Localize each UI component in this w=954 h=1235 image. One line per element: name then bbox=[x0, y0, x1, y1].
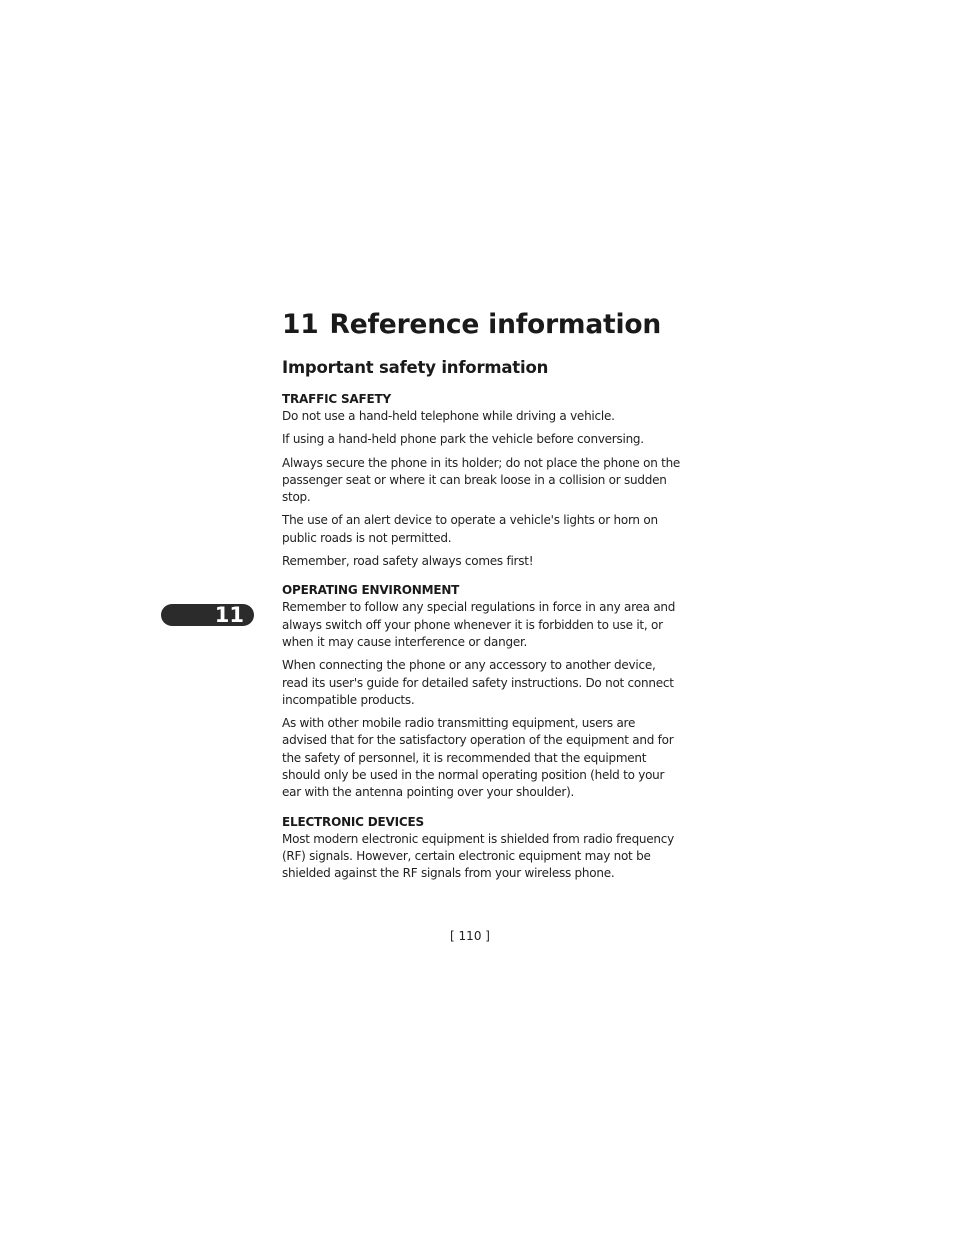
subheading: OPERATING ENVIRONMENT bbox=[282, 583, 460, 598]
chapter-number: 11 bbox=[282, 309, 319, 340]
paragraph: If using a hand-held phone park the vehicle before conversing. bbox=[282, 432, 644, 447]
paragraph: When connecting the phone or any accessory to another device, read its user's guide for detailed safety instructions. Do not connect incompatible products. bbox=[282, 658, 674, 707]
paragraph: The use of an alert device to operate a vehicle's lights or horn on public roads is not permitted. bbox=[282, 513, 658, 545]
paragraph: Do not use a hand-held telephone while driving a vehicle. bbox=[282, 409, 615, 423]
paragraph: As with other mobile radio transmitting equipment, users are advised that for the satisfactory operation of the equipment and for the safety of personnel, it is recommended that the equipment should only be used in the normal operating position (held to your ear with the antenna pointing over your shoulder). bbox=[282, 716, 674, 800]
subheading: TRAFFIC SAFETY bbox=[282, 392, 391, 406]
section-electronic-devices bbox=[282, 814, 682, 883]
paragraph: Remember, road safety always comes first! bbox=[282, 554, 534, 569]
section-operating-environment bbox=[282, 582, 682, 801]
section-title: Important safety information bbox=[282, 358, 549, 377]
subheading: ELECTRONIC DEVICES bbox=[282, 814, 424, 829]
section-traffic-safety bbox=[282, 391, 682, 570]
paragraph: Remember to follow any special regulations in force in any area and always switch off your phone whenever it is forbidden to use it, or when it may cause interference or danger. bbox=[282, 600, 676, 649]
paragraph: Always secure the phone in its holder; do not place the phone on the passenger seat or where it can break loose in a collision or sudden stop. bbox=[282, 455, 681, 505]
chapter-title bbox=[282, 306, 682, 344]
chapter-title-text: Reference information bbox=[329, 309, 662, 340]
page-content bbox=[282, 306, 682, 889]
chapter-tab: 11 bbox=[161, 604, 254, 626]
page-number: [ 110 ] bbox=[450, 929, 490, 943]
paragraph: Most modern electronic equipment is shielded from radio frequency (RF) signals. However, certain electronic equipment may not be shielded against the RF signals from your wireless phone. bbox=[282, 831, 674, 881]
